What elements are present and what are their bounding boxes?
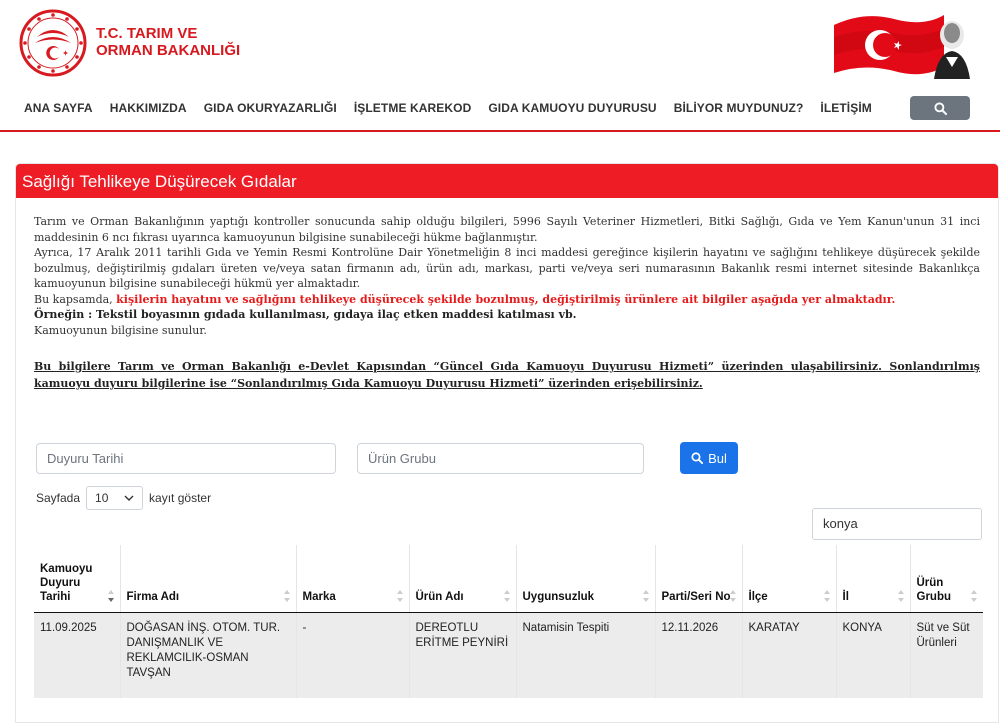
col-header-product-group[interactable]: Ürün Grubu bbox=[910, 545, 983, 612]
col-header-district[interactable]: İlçe bbox=[742, 545, 836, 612]
announcement-card bbox=[15, 163, 999, 723]
brand-line-1: T.C. TARIM VE bbox=[96, 25, 198, 42]
col-header-date[interactable]: Kamuoyu Duyuru Tarihi bbox=[34, 545, 120, 612]
product-group-filter[interactable]: Ürün Grubu bbox=[357, 443, 644, 474]
nav-item-contact[interactable]: İLETİŞİM bbox=[820, 101, 872, 115]
cell-product: DEREOTLU ERİTME PEYNİRİ bbox=[409, 612, 516, 698]
cell-nonconformity: Natamisin Tespiti bbox=[516, 612, 655, 698]
cell-district: KARATAY bbox=[742, 612, 836, 698]
brand-line-2: ORMAN BAKANLIĞI bbox=[96, 42, 241, 59]
col-header-province[interactable]: İl bbox=[836, 545, 910, 612]
table-row[interactable] bbox=[34, 612, 983, 698]
flag-banner-icon bbox=[834, 7, 970, 79]
page-length-value: 10 bbox=[95, 491, 109, 505]
card-body bbox=[16, 198, 998, 392]
brand-name[interactable] bbox=[96, 25, 240, 59]
sort-icon bbox=[397, 590, 403, 602]
chevron-down-icon bbox=[124, 495, 134, 501]
intro-paragraph-2: Ayrıca, 17 Aralık 2011 tarihli Gıda ve Yemin Resmi Kontrolüne Dair Yönetmeliğin 8 inci maddesi gereğince kişilerin hayatını ve sağlığını tehlikeye düşürecek şekilde bozulmuş, değiştirilmiş gıdaları üreten ve/veya satan firmanın adı, ürün adı, markası, parti ve/veya seri numarasının Bakanlık resmi internet sitesinde Bakanlıkça kamuoyunun bilgisine sunabileceği hükmü yer almaktadır. bbox=[34, 246, 980, 290]
nav-item-business-qr[interactable]: İŞLETME KAREKOD bbox=[353, 101, 472, 115]
cell-company: DOĞASAN İNŞ. OTOM. TUR. DANIŞMANLIK VE REKLAMCILIK-OSMAN TAVŞAN bbox=[120, 612, 296, 698]
col-header-product[interactable]: Ürün Adı bbox=[409, 545, 516, 612]
col-header-batch[interactable]: Parti/Seri No bbox=[655, 545, 742, 612]
sort-icon bbox=[504, 590, 510, 602]
intro-paragraph-1: Tarım ve Orman Bakanlığının yaptığı kontroller sonucunda sahip olduğu bilgileri, 5996 Sayılı Veteriner Hizmetleri, Bitki Sağlığı, Gıda ve Yem Kanun'unun 31 inci maddesinin 6 ncı fıkrası uyarınca kamuoyunun bilgisine sunabileceği hükme bağlanmıştır. bbox=[34, 215, 980, 244]
nav-item-home[interactable]: ANA SAYFA bbox=[24, 101, 93, 115]
edevlet-link-text[interactable]: Bu bilgilere Tarım ve Orman Bakanlığı e-Devlet Kapısından “Güncel Gıda Kamuoyu Duyurusu Hizmeti” üzerinden ulaşabilirsiniz. Sonlandırılmış kamuoyu duyuru bilgilerine ise “Sonlandırılmış Gıda Kamuoyu Duyurusu Hizmeti” üzerinden erişebilirsiniz. bbox=[34, 360, 980, 390]
sort-icon bbox=[284, 590, 290, 602]
card-title: Sağlığı Tehlikeye Düşürecek Gıdalar bbox=[16, 164, 998, 198]
intro-paragraph-3-highlight: kişilerin hayatını ve sağlığını tehlikeye düşürecek şekilde bozulmuş, değiştirilmiş ürünlere ait bilgiler aşağıda yer almaktadır. bbox=[116, 292, 896, 306]
cell-brand: - bbox=[296, 612, 409, 698]
col-header-company[interactable]: Firma Adı bbox=[120, 545, 296, 612]
table-header-row bbox=[34, 545, 983, 612]
cell-product-group: Süt ve Süt Ürünleri bbox=[910, 612, 983, 698]
sort-icon bbox=[824, 590, 830, 602]
ministry-logo-icon[interactable] bbox=[19, 9, 87, 77]
page-length-control bbox=[36, 486, 211, 510]
sort-icon bbox=[643, 590, 649, 602]
page-length-prefix: Sayfada bbox=[36, 491, 81, 505]
nav-item-did-you-know[interactable]: BİLİYOR MUYDUNUZ? bbox=[673, 101, 804, 115]
col-header-nonconformity[interactable]: Uygunsuzluk bbox=[516, 545, 655, 612]
nav-item-food-literacy[interactable]: GIDA OKURYAZARLIĞI bbox=[203, 101, 337, 115]
search-icon bbox=[691, 452, 703, 464]
sort-desc-icon bbox=[108, 590, 114, 602]
col-header-brand[interactable]: Marka bbox=[296, 545, 409, 612]
page-length-select[interactable] bbox=[86, 486, 143, 510]
date-filter-input[interactable]: Duyuru Tarihi bbox=[36, 443, 336, 474]
nav-search-button[interactable] bbox=[910, 96, 970, 120]
site-header bbox=[0, 0, 1000, 86]
intro-closing: Kamuoyunun bilgisine sunulur. bbox=[34, 323, 207, 337]
nav-item-about[interactable]: HAKKIMIZDA bbox=[109, 101, 187, 115]
intro-text bbox=[34, 214, 980, 338]
cell-batch: 12.11.2026 bbox=[655, 612, 742, 698]
cell-province: KONYA bbox=[836, 612, 910, 698]
table-search-input[interactable]: konya bbox=[812, 508, 982, 540]
sort-icon bbox=[898, 590, 904, 602]
find-button[interactable] bbox=[680, 442, 738, 474]
cell-date: 11.09.2025 bbox=[34, 612, 120, 698]
intro-example: Örneğin : Tekstil boyasının gıdada kullanılması, gıdaya ilaç etken maddesi katılması vb. bbox=[34, 308, 577, 321]
nav-item-food-announcements[interactable]: GIDA KAMUOYU DUYURUSU bbox=[488, 101, 657, 115]
search-icon bbox=[934, 102, 947, 115]
sort-icon bbox=[730, 590, 736, 602]
intro-paragraph-3-prefix: Bu kapsamda, bbox=[34, 292, 117, 306]
page-length-suffix: kayıt göster bbox=[149, 491, 212, 505]
sort-icon bbox=[971, 590, 977, 602]
main-nav bbox=[0, 86, 1000, 132]
announcements-table bbox=[34, 545, 983, 698]
find-button-label: Bul bbox=[708, 450, 727, 466]
